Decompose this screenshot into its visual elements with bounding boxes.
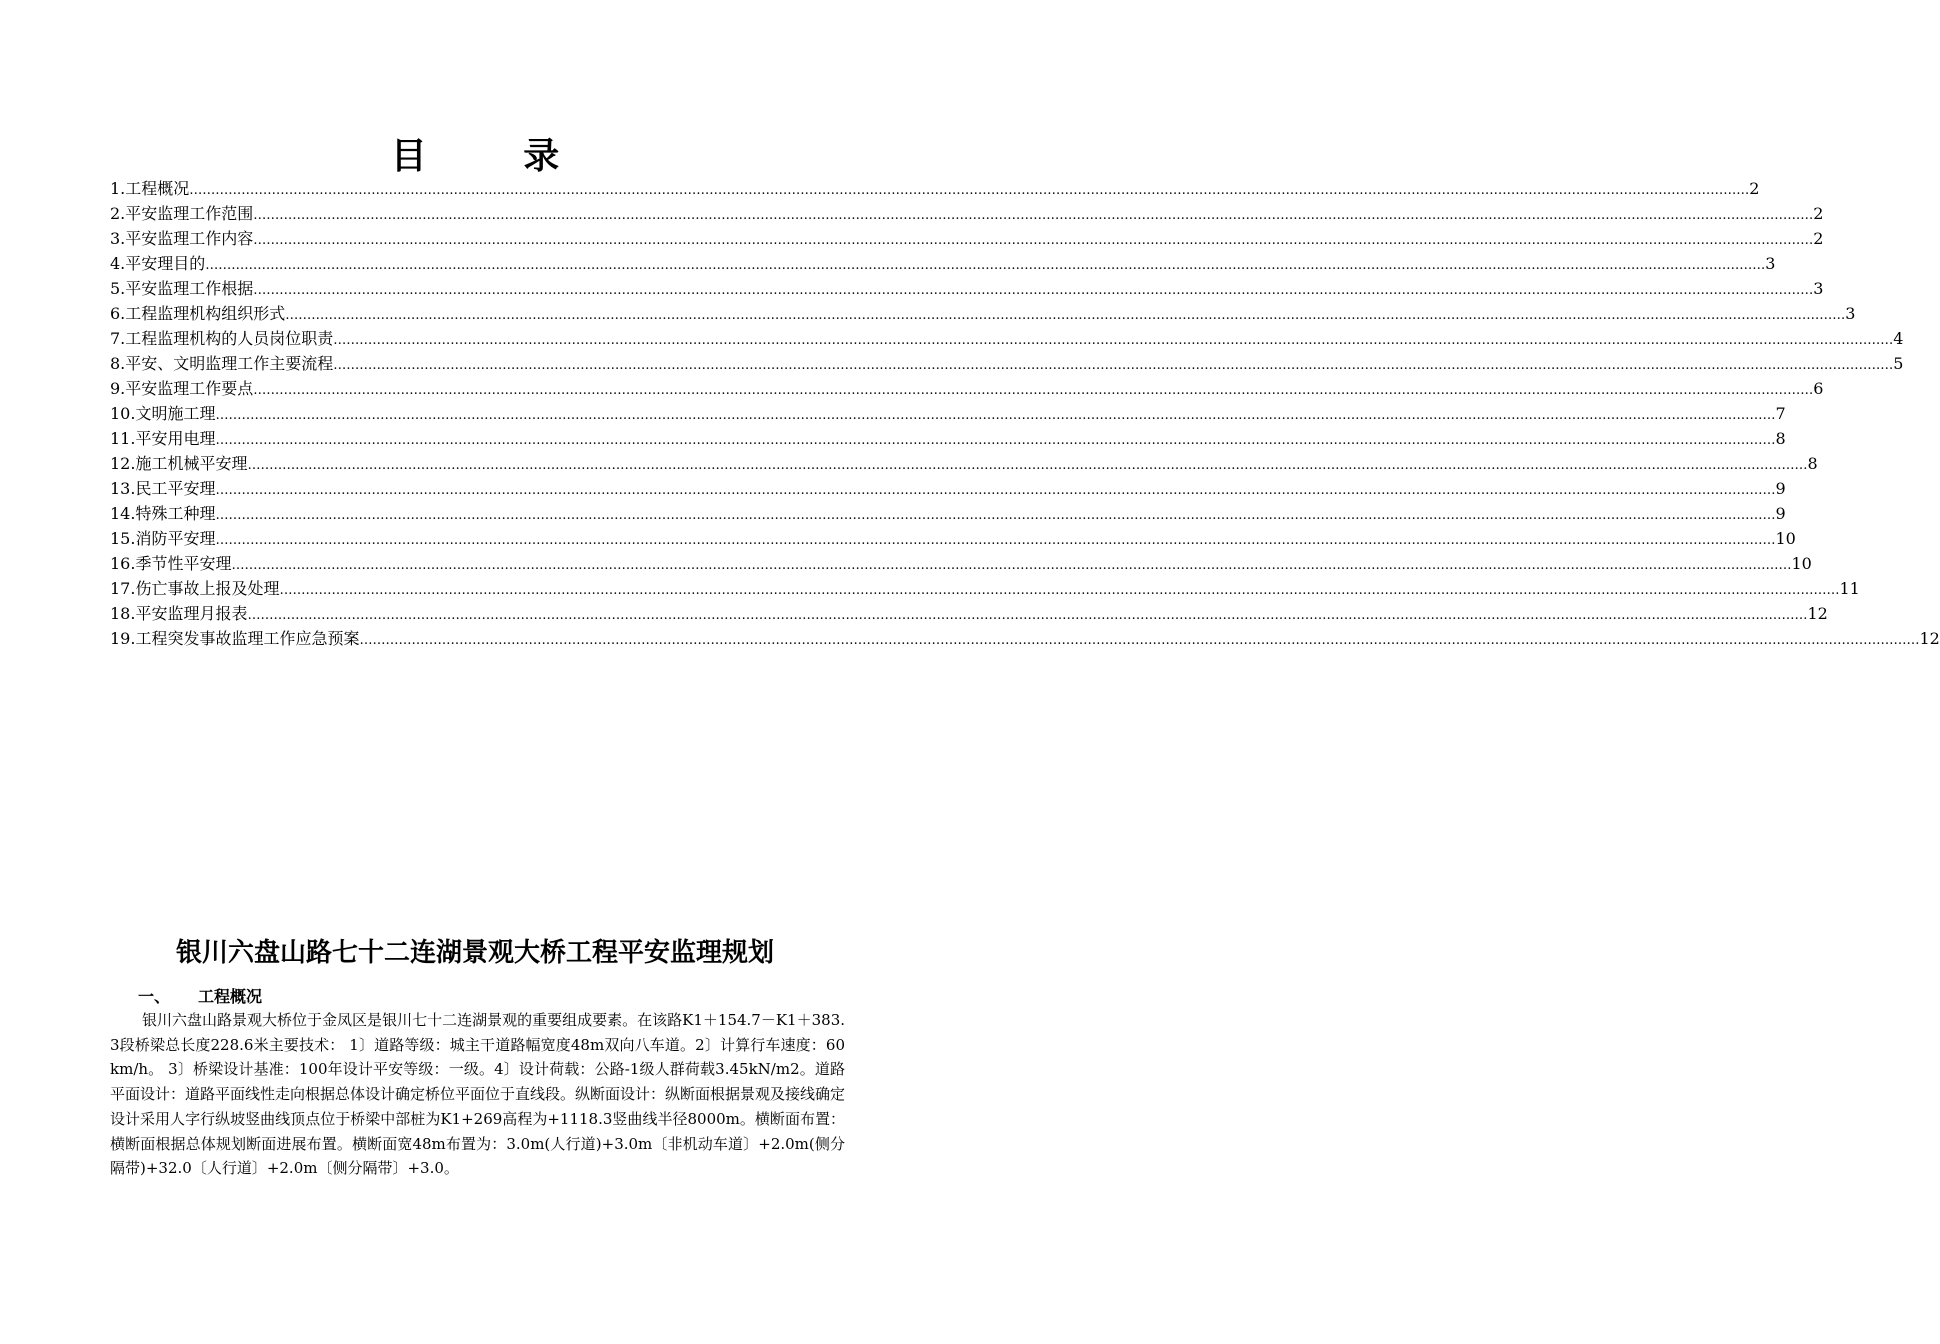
toc-entry[interactable]	[110, 626, 1940, 651]
toc-entry[interactable]	[110, 601, 1828, 626]
table-of-contents	[110, 176, 1940, 651]
toc-entry-page: 5	[1893, 354, 1904, 373]
toc-entry[interactable]	[110, 276, 1824, 301]
toc-entry-page: 11	[1839, 579, 1860, 598]
toc-entry-page: 8	[1775, 429, 1786, 448]
section-body-text: 银川六盘山路景观大桥位于金凤区是银川七十二连湖景观的重要组成要素。在该路K1＋154.7－K1＋383.3段桥梁总长度228.6米主要技术： 1〕道路等级：城主干道路幅宽度48m双向八车道。2〕计算行车速度：60km/h。 3〕桥梁设计基准：100年设计平安等级：一级。4〕设计荷载：公路-1级人群荷载3.45kN/m2。道路平面设计：道路平面线性走向根据总体设计确定桥位平面位于直线段。纵断面设计：纵断面根据景观及接线确定设计采用人字行纵坡竖曲线顶点位于桥梁中部桩为K1+269高程为+1118.3竖曲线半径8000m。横断面布置：横断面根据总体规划断面进展布置。横断面宽48m布置为：3.0m(人行道)+3.0m〔非机动车道〕+2.0m(侧分隔带)+32.0〔人行道〕+2.0m〔侧分隔带〕+3.0。	[110, 1011, 846, 1178]
toc-entry[interactable]	[110, 176, 1760, 201]
toc-entry-label: 12.施工机械平安理	[110, 454, 248, 473]
toc-leader-dots: ………………………………………………………………………………………………………………………………………………………………………………………………………………………………………………………………………………………………………………………………	[205, 258, 1766, 273]
section-title: 工程概况	[198, 987, 263, 1006]
toc-leader-dots: ………………………………………………………………………………………………………………………………………………………………………………………………………………………………………………………………………………………………………………………………	[231, 558, 1792, 573]
toc-entry-page: 10	[1775, 529, 1796, 548]
toc-entry-label: 18.平安监理月报表	[110, 604, 248, 623]
toc-entry[interactable]	[110, 201, 1824, 226]
toc-entry-page: 12	[1919, 629, 1940, 648]
toc-leader-dots: ………………………………………………………………………………………………………………………………………………………………………………………………………………………………………………………………………………………………………………………………	[333, 358, 1894, 373]
section-number: 一、	[138, 987, 171, 1006]
toc-entry-page: 2	[1749, 179, 1760, 198]
toc-entry[interactable]	[110, 576, 1860, 601]
toc-entry[interactable]	[110, 551, 1812, 576]
toc-entry-page: 2	[1813, 204, 1824, 223]
toc-leader-dots: ………………………………………………………………………………………………………………………………………………………………………………………………………………………………………………………………………………………………………………………………	[253, 283, 1814, 298]
toc-entry-label: 15.消防平安理	[110, 529, 216, 548]
toc-entry-label: 5.平安监理工作根据	[110, 279, 254, 298]
toc-entry-page: 4	[1893, 329, 1904, 348]
toc-leader-dots: ………………………………………………………………………………………………………………………………………………………………………………………………………………………………………………………………………………………………………………………………	[359, 633, 1920, 648]
toc-entry[interactable]	[110, 376, 1824, 401]
toc-entry-label: 14.特殊工种理	[110, 504, 216, 523]
toc-entry-label: 19.工程突发事故监理工作应急预案	[110, 629, 360, 648]
toc-entry[interactable]	[110, 526, 1796, 551]
toc-entry[interactable]	[110, 451, 1818, 476]
toc-leader-dots: ………………………………………………………………………………………………………………………………………………………………………………………………………………………………………………………………………………………………………………………………	[279, 583, 1840, 598]
toc-entry[interactable]	[110, 351, 1904, 376]
toc-title: 目 录	[390, 135, 602, 177]
toc-entry-page: 9	[1775, 479, 1786, 498]
toc-entry-page: 8	[1807, 454, 1818, 473]
toc-leader-dots: ………………………………………………………………………………………………………………………………………………………………………………………………………………………………………………………………………………………………………………………………	[285, 308, 1846, 323]
toc-entry-label: 13.民工平安理	[110, 479, 216, 498]
toc-entry-page: 6	[1813, 379, 1824, 398]
toc-entry-page: 10	[1791, 554, 1812, 573]
toc-leader-dots: ………………………………………………………………………………………………………………………………………………………………………………………………………………………………………………………………………………………………………………………………	[247, 458, 1808, 473]
toc-leader-dots: ………………………………………………………………………………………………………………………………………………………………………………………………………………………………………………………………………………………………………………………………	[253, 233, 1814, 248]
toc-entry-label: 4.平安理目的	[110, 254, 206, 273]
toc-entry-label: 17.伤亡事故上报及处理	[110, 579, 280, 598]
toc-entry[interactable]	[110, 476, 1786, 501]
toc-entry-page: 3	[1765, 254, 1776, 273]
toc-leader-dots: ………………………………………………………………………………………………………………………………………………………………………………………………………………………………………………………………………………………………………………………………	[253, 208, 1814, 223]
toc-leader-dots: ………………………………………………………………………………………………………………………………………………………………………………………………………………………………………………………………………………………………………………………………	[215, 508, 1776, 523]
toc-entry-label: 3.平安监理工作内容	[110, 229, 254, 248]
toc-entry-label: 10.文明施工理	[110, 404, 216, 423]
toc-entry[interactable]	[110, 301, 1856, 326]
toc-entry[interactable]	[110, 426, 1786, 451]
toc-entry-label: 6.工程监理机构组织形式	[110, 304, 286, 323]
toc-entry-label: 2.平安监理工作范围	[110, 204, 254, 223]
toc-entry-page: 3	[1845, 304, 1856, 323]
toc-entry[interactable]	[110, 251, 1776, 276]
toc-entry-page: 7	[1775, 404, 1786, 423]
toc-entry-label: 8.平安、文明监理工作主要流程	[110, 354, 334, 373]
toc-entry-label: 9.平安监理工作要点	[110, 379, 254, 398]
toc-entry-page: 3	[1813, 279, 1824, 298]
toc-entry-label: 1.工程概况	[110, 179, 190, 198]
toc-leader-dots: ………………………………………………………………………………………………………………………………………………………………………………………………………………………………………………………………………………………………………………………………	[215, 483, 1776, 498]
toc-entry-label: 16.季节性平安理	[110, 554, 232, 573]
toc-entry[interactable]	[110, 401, 1786, 426]
toc-leader-dots: ………………………………………………………………………………………………………………………………………………………………………………………………………………………………………………………………………………………………………………………………	[215, 433, 1776, 448]
toc-entry[interactable]	[110, 226, 1824, 251]
toc-leader-dots: ………………………………………………………………………………………………………………………………………………………………………………………………………………………………………………………………………………………………………………………………	[247, 608, 1808, 623]
section-heading	[138, 984, 262, 1007]
toc-entry[interactable]	[110, 501, 1786, 526]
toc-leader-dots: ………………………………………………………………………………………………………………………………………………………………………………………………………………………………………………………………………………………………………………………………	[333, 333, 1894, 348]
toc-leader-dots: ………………………………………………………………………………………………………………………………………………………………………………………………………………………………………………………………………………………………………………………………	[215, 533, 1776, 548]
toc-entry-page: 9	[1775, 504, 1786, 523]
toc-entry-page: 12	[1807, 604, 1828, 623]
toc-entry-label: 11.平安用电理	[110, 429, 216, 448]
toc-leader-dots: ………………………………………………………………………………………………………………………………………………………………………………………………………………………………………………………………………………………………………………………………	[189, 183, 1750, 198]
toc-leader-dots: ………………………………………………………………………………………………………………………………………………………………………………………………………………………………………………………………………………………………………………………………	[253, 383, 1814, 398]
toc-entry-label: 7.工程监理机构的人员岗位职责	[110, 329, 334, 348]
document-title: 银川六盘山路七十二连湖景观大桥工程平安监理规划	[175, 938, 774, 968]
toc-entry[interactable]	[110, 326, 1904, 351]
toc-entry-page: 2	[1813, 229, 1824, 248]
toc-leader-dots: ………………………………………………………………………………………………………………………………………………………………………………………………………………………………………………………………………………………………………………………………	[215, 408, 1776, 423]
